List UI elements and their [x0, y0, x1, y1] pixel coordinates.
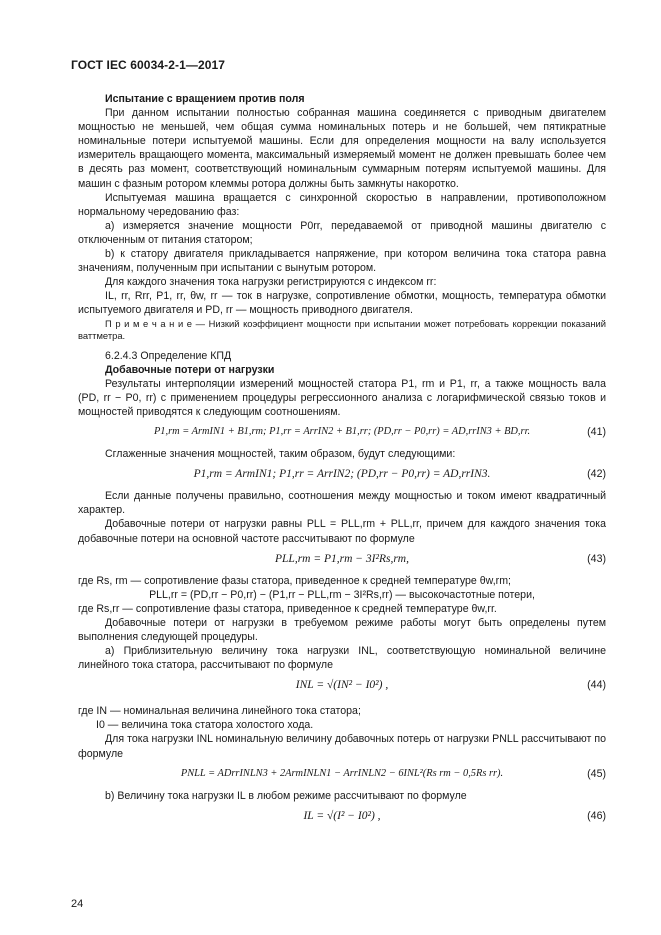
equation-42	[78, 464, 606, 486]
document-body	[78, 92, 606, 835]
page-number: 24	[71, 898, 84, 910]
equation-number: (41)	[587, 426, 606, 439]
paragraph: Добавочные потери от нагрузки равны PLL = PLL,rm + PLL,rr, причем для каждого значения тока добавочные потери на основной частоте рассчитывают по формуле	[78, 518, 606, 545]
equation-formula: PNLL = ADrrINLN3 + 2ArmINLN1 − ArrINLN2 − 6INL²(Rs rm − 0,5Rs rr).	[180, 767, 504, 779]
paragraph: I0 — величина тока статора холостого хода.	[96, 719, 314, 732]
paragraph: а) измеряется значение мощности P0rr, передаваемой от приводной машины двигателю с отключенным от питания статором;	[78, 219, 606, 246]
paragraph: а) Приблизительную величину тока нагрузки INL, соответствующую номинальной величине линейного тока статора, рассчитывают по формуле	[78, 645, 606, 672]
paragraph: b) к статору двигателя прикладывается напряжение, при котором величина тока статора равна значениям, полученным при испытании с вынутым ротором.	[78, 248, 606, 275]
paragraph: Для тока нагрузки INL номинальную величину добавочных потерь от нагрузки PNLL рассчитывают по формуле	[78, 733, 606, 760]
equation-formula: INL = √(IN² − I0²) ,	[295, 679, 389, 692]
equation-43	[78, 549, 606, 571]
equation-formula: P1,rm = ArmIN1; P1,rr = ArrIN2; (PD,rr − P0,rr) = AD,rrIN3.	[193, 468, 491, 481]
subsection-heading: Испытание с вращением против поля	[105, 93, 305, 105]
paragraph: Добавочные потери от нагрузки в требуемом режиме работы могут быть определены путем выполнения следующей процедуры.	[78, 616, 606, 643]
equation-formula: IL = √(I² − I0²) ,	[303, 809, 381, 822]
paragraph: где Rs,rr — сопротивление фазы статора, приведенное к средней температуре θw,rr.	[78, 602, 497, 615]
paragraph: При данном испытании полностью собранная машина соединяется с приводным двигателем мощностью не меньшей, чем общая сумма номинальных потерь и не большей, чем пятикратные номинальные потери испытуемой машины. Если для определения мощности на валу используется измеритель вращающего момента, максимальный измеряемый момент не должен превышать более чем в десять раз момент, соответствующий номинальным суммарным потерям испытуемой машины. Для машин с фазным ротором клеммы ротора должны быть замкнуты накоротко.	[78, 107, 606, 190]
formula-line: PLL,rr = (PD,rr − P0,rr) − (P1,rr − PLL,rm − 3I²Rs,rr) — высокочастотные потери,	[149, 588, 535, 601]
document-header: ГОСТ IEC 60034-2-1—2017	[71, 58, 226, 72]
equation-46	[78, 806, 606, 832]
equation-number: (42)	[587, 468, 606, 481]
paragraph: Испытуемая машина вращается с синхронной скоростью в направлении, противоположном нормальному чередованию фаз:	[78, 191, 606, 218]
paragraph: где Rs, rm — сопротивление фазы статора, приведенное к средней температуре θw,rm;	[78, 574, 511, 587]
equation-formula: PLL,rm = P1,rm − 3I²Rs,rm,	[275, 552, 409, 565]
section-heading: Добавочные потери от нагрузки	[105, 363, 275, 376]
note: П р и м е ч а н и е — Низкий коэффициент мощности при испытании может потребовать коррекции показаний ваттметра.	[78, 317, 606, 342]
equation-number: (45)	[587, 767, 606, 780]
equation-41	[78, 422, 606, 444]
equation-44	[78, 675, 606, 701]
paragraph: Сглаженные значения мощностей, таким образом, будут следующими:	[105, 448, 456, 461]
paragraph: b) Величину тока нагрузки IL в любом режиме рассчитывают по формуле	[105, 789, 467, 802]
paragraph: Результаты интерполяции измерений мощностей статора P1, rm и P1, rr, а также мощность вала (PD, rr − P0, rr) с применением процедуры регрессионного анализа с логарифмической связью токов и мощностей приводятся к следующим соотношениям.	[78, 377, 606, 419]
equation-number: (43)	[587, 552, 606, 565]
paragraph: Для каждого значения тока нагрузки регистрируются с индексом rr:	[105, 276, 437, 289]
paragraph: где IN — номинальная величина линейного тока статора;	[78, 705, 361, 718]
paragraph: IL, rr, Rrr, P1, rr, θw, rr — ток в нагрузке, сопротивление обмотки, мощность, температура обмотки испытуемого двигателя и PD, rr — мощность приводного двигателя.	[78, 290, 606, 317]
equation-formula: P1,rm = ArmIN1 + B1,rm; P1,rr = ArrIN2 + B1,rr; (PD,rr − P0,rr) = AD,rrIN3 + BD,rr.	[153, 426, 531, 438]
paragraph: Если данные получены правильно, соотношения между мощностью и током имеют квадратичный характер.	[78, 490, 606, 517]
section-number: 6.2.4.3 Определение КПД	[105, 349, 232, 362]
equation-45	[78, 764, 606, 786]
equation-number: (44)	[587, 679, 606, 692]
equation-number: (46)	[587, 809, 606, 822]
